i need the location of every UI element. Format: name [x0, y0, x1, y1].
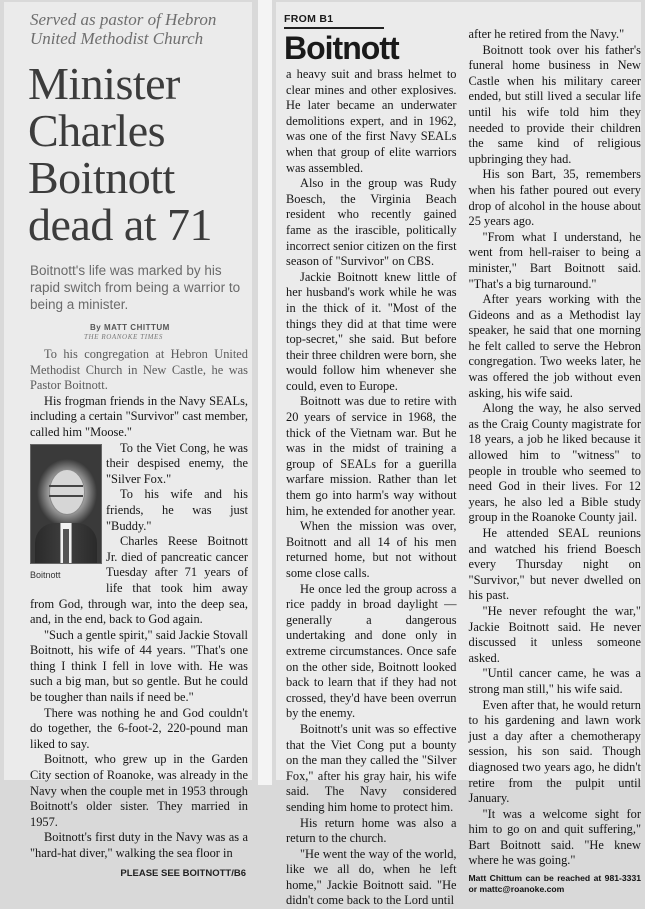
- paragraph: Boitnott took over his father's funeral home business in New Castle when his military career ended, but still lived a secular life until his wife told him they needed to provide their children the same kind of religious upbringing they had.: [468, 42, 641, 166]
- paragraph: "From what I understand, he went from hell-raiser to being a minister," Bart Boitnott said. "That's a big turnaround.": [468, 229, 641, 291]
- continuation-line: PLEASE SEE BOITNOTT/B6: [120, 867, 246, 879]
- lead-paragraph: To his congregation at Hebron United Methodist Church in New Castle, he was Pastor Boitnott.: [30, 347, 248, 393]
- paragraph: He once led the group across a rice paddy in broad daylight — generally a dangerous undertaking and done only in extreme circumstances. Once safe on the other side, Boitnott looked back to learn that if they had not crossed, they'd have been overrun by the enemy.: [286, 581, 457, 721]
- paragraph: His return home was also a return to the church.: [286, 815, 457, 846]
- headline: [28, 60, 252, 248]
- paragraph: After years working with the Gideons and as a Methodist lay speaker, he said that one morning he felt called to serve the Hebron congregation. Two weeks later, he was offered the job without even asking, his wife said.: [468, 292, 641, 400]
- paragraph: "He never refought the war," Jackie Boitnott said. He never discussed it unless someone asked.: [468, 603, 641, 665]
- paragraph: Boitnott's unit was so effective that the Viet Cong put a bounty on the man they called the "Silver Fox," after his gray hair, his wife said. The Navy considered sending him home to protect him.: [286, 721, 457, 814]
- paragraph: His frogman friends in the Navy SEALs, including a certain "Survivor" cast member, called him "Moose.": [30, 393, 248, 439]
- paragraph: Also in the group was Rudy Boesch, the Virginia Beach resident who recently gained fame as the irascible, politically incorrect senior citizen on the first season of "Survivor" on CBS.: [286, 176, 457, 269]
- author-credit: Matt Chittum can be reached at 981-3331 or mattc@roanoke.com: [468, 873, 641, 895]
- photo-caption: Boitnott: [30, 569, 61, 580]
- front-page-clipping: [4, 2, 252, 879]
- paragraph: "It was a welcome sight for him to go on and quit suffering," Bart Boitnott said. "He knew where he was going.": [468, 806, 641, 868]
- paragraph: Boitnott's first duty in the Navy was as a "hard-hat diver," walking the sea floor in: [30, 830, 248, 860]
- paragraph: "Until cancer came, he was a strong man still," his wife said.: [468, 666, 641, 696]
- paragraph: after he retired from the Navy.": [468, 27, 625, 41]
- from-label: FROM B1: [284, 13, 334, 25]
- paragraph: Boitnott, who grew up in the Garden City section of Roanoke, was already in the Navy when the couple met in 1953 through Boitnott's older sister. They married in 1957.: [30, 752, 248, 829]
- paragraph: His son Bart, 35, remembers when his father poured out every drop of alcohol in the house about 25 years ago.: [468, 167, 641, 229]
- headline-line: Minister: [28, 58, 180, 109]
- paragraph: To the Viet Cong, he was their despised enemy, the "Silver Fox.": [106, 440, 248, 486]
- paragraph: Charles Reese Boitnott Jr. died of pancreatic cancer Tuesday after 71 years of life that took him away from God, through war, into the deep sea, and, in the end, back to God again.: [30, 534, 248, 627]
- byline: By MATT CHITTUM: [90, 323, 170, 332]
- headline-line: Boitnott: [28, 152, 175, 203]
- paragraph: Jackie Boitnott knew little of her husband's work while he was in the thick of it. "Most of the things they did at that time were top-secret," she said. But before their three children were born, she would follow him whenever she could, even to Europe.: [286, 269, 457, 393]
- article-column-2: [469, 27, 641, 909]
- jump-headline: Boitnott: [284, 30, 399, 66]
- paragraph: He attended SEAL reunions and watched his friend Boesch every Thursday night on "Survivor," but never dwelled on his past.: [468, 526, 641, 603]
- paragraph: "He went the way of the world, like we all do, when he left home," Jackie Boitnott said. "He didn't come back to the Lord until: [286, 846, 457, 908]
- paragraph: a heavy suit and brass helmet to clear mines and other explosives. He later became an underwater demolitions expert, and in 1962, was one of the first Navy SEALs when that group of elite warriors was assembled.: [286, 67, 457, 175]
- paragraph: Boitnott was due to retire with 20 years of service in 1968, the thick of the Vietnam war. But he was in the midst of training a group of SEALs for a guerilla warfare mission. Rather than let them go into harm's way without him, he extended for another year.: [286, 394, 457, 518]
- paragraph: There was nothing he and God couldn't do together, the 6-foot-2, 220-pound man liked to say.: [30, 705, 248, 751]
- kicker: Served as pastor of Hebron United Methodist Church: [30, 10, 217, 48]
- byline-affiliation: THE ROANOKE TIMES: [84, 333, 164, 341]
- headline-line: Charles: [28, 105, 166, 156]
- jump-page-clipping: [276, 2, 641, 908]
- deck: Boitnott's life was marked by his rapid switch from being a warrior to being a minister.: [30, 263, 241, 312]
- paragraph: When the mission was over, Boitnott and all 14 of his men returned home, but not without some close calls.: [286, 519, 457, 580]
- page-gutter: [258, 0, 272, 785]
- paragraph: Along the way, he also served as the Craig County magistrate for 18 years, a job he liked because it allowed him to "witness" to people in trouble who seemed to need God in their lives. For 12 years, he also led a Bible study group in the Roanoke County jail.: [468, 401, 641, 525]
- portrait-photo: [30, 444, 102, 564]
- headline-line: dead at 71: [28, 199, 213, 250]
- paragraph: To his wife and his friends, he was just "Buddy.": [106, 487, 248, 533]
- paragraph: "Such a gentle spirit," said Jackie Stovall Boitnott, his wife of 44 years. "That's one thing I think I fell in love with. He was such a big man, but so gentle. But he could be tougher than nails if need be.": [30, 627, 248, 705]
- article-column-1: [286, 67, 457, 909]
- article-columns: [276, 27, 641, 909]
- article-body-front: [30, 347, 248, 862]
- paragraph: Even after that, he would return to his gardening and lawn work just a day after a chemotherapy session, his son said. Though diagnosed two years ago, he didn't retire from the pulpit until January.: [468, 697, 641, 806]
- photo-figure: [30, 444, 100, 584]
